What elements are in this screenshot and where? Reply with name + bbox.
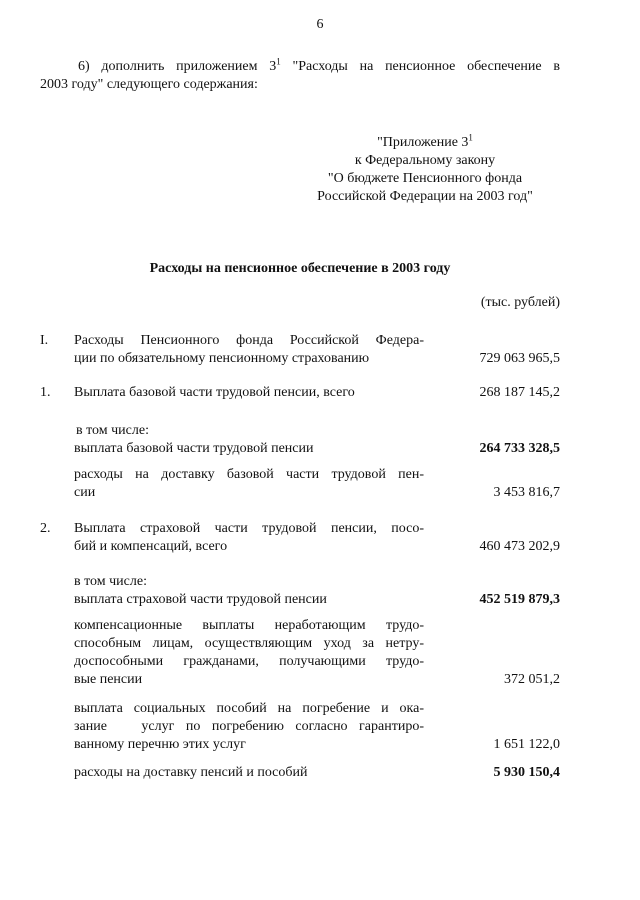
superscript: 1	[468, 132, 473, 143]
row-description: в том числе: выплата страховой части трудовой пенсии	[74, 574, 327, 607]
appendix-line-2: к Федеральному закону	[354, 153, 496, 168]
row-description: в том числе: выплата базовой части трудовой пенсии	[74, 423, 314, 456]
amendment-line-2: 2003 году" следующего содержания:	[40, 77, 258, 92]
row-number: 2.	[40, 521, 51, 536]
appendix-line-4: Российской Федерации на 2003 год"	[317, 189, 533, 204]
amendment-line-1: 6) дополнить приложением $3^1$ "Расходы на пенсионное обеспечение в	[78, 56, 560, 74]
page-number: 6	[316, 17, 324, 32]
row-number: I.	[40, 333, 49, 348]
row-description: Выплата страховой части трудовой пенсии, посо- бий и компенсаций, всего	[74, 521, 424, 554]
row-number: 1.	[40, 385, 51, 400]
appendix-line-3: "О бюджете Пенсионного фонда	[327, 171, 523, 186]
amendment-paragraph	[40, 58, 560, 94]
row-description: компенсационные выплаты неработающим трудо- способным лицам, осуществляющим уход за нетру- доспособными гражданами, получающими трудо- вые пенсии	[74, 618, 424, 687]
row-amount: 452 519 879,3	[479, 592, 560, 607]
document-title: Расходы на пенсионное обеспечение в 2003 году	[149, 261, 451, 276]
row-amount: 5 930 150,4	[493, 765, 560, 780]
row-amount: 264 733 328,5	[479, 441, 560, 456]
row-amount: 460 473 202,9	[479, 539, 560, 554]
superscript: 1	[276, 56, 281, 67]
row-amount: 372 051,2	[504, 672, 560, 687]
appendix-heading	[300, 134, 550, 206]
appendix-line-1: "Приложение $3^1$	[377, 132, 473, 150]
row-description: выплата социальных пособий на погребение и ока- зание услуг по погребению согласно гарантиро- ванному перечню этих услуг	[74, 701, 424, 752]
row-description: расходы на доставку базовой части трудовой пен- сии	[74, 467, 424, 500]
row-description: расходы на доставку пенсий и пособий	[74, 765, 308, 780]
row-amount: 268 187 145,2	[479, 385, 560, 400]
row-description: Выплата базовой части трудовой пенсии, всего	[74, 385, 355, 400]
units-label: (тыс. рублей)	[480, 295, 560, 310]
row-amount: 3 453 816,7	[493, 485, 560, 500]
row-description: Расходы Пенсионного фонда Российской Федера- ции по обязательному пенсионному страхованию	[74, 333, 424, 366]
row-amount: 729 063 965,5	[479, 351, 560, 366]
row-amount: 1 651 122,0	[493, 737, 560, 752]
